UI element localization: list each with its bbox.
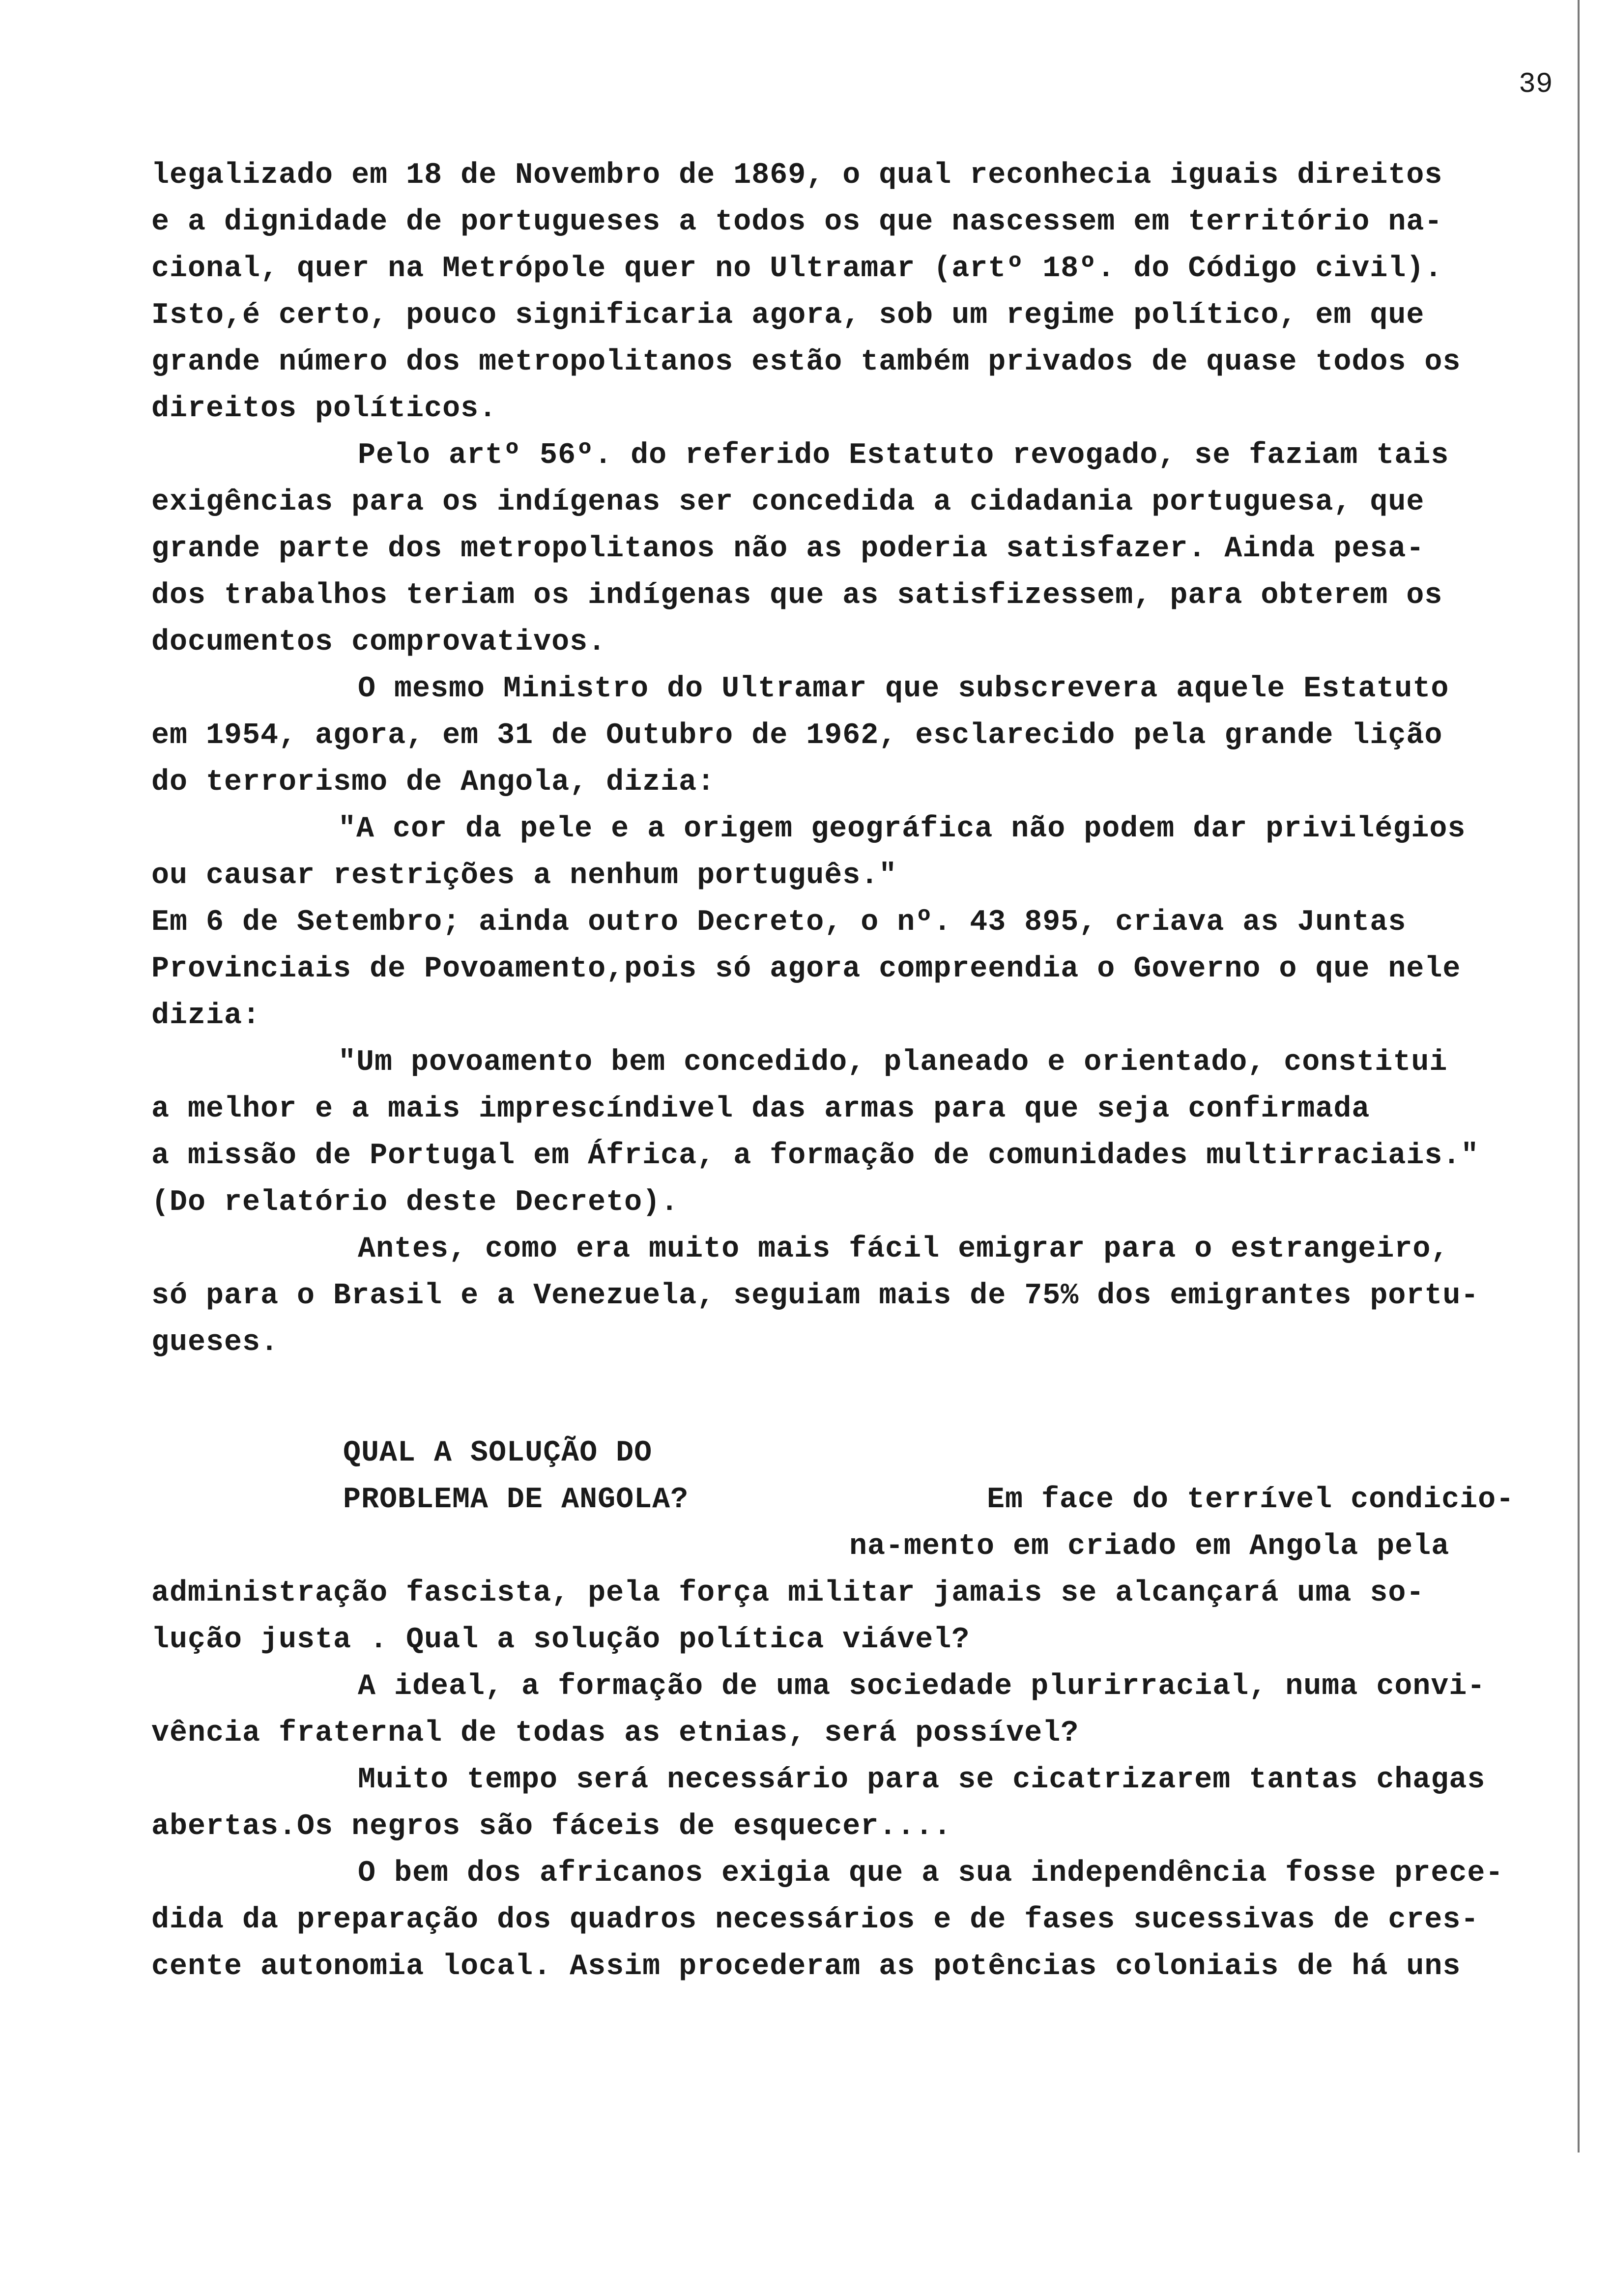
section-header-block	[151, 1430, 1582, 1523]
text-line: administração fascista, pela força militar jamais se alcançará uma so-	[151, 1577, 1425, 1610]
quote-line: a missão de Portugal em África, a formação de comunidades multirraciais."	[151, 1139, 1479, 1173]
text-line: documentos comprovativos.	[151, 626, 606, 659]
text-line: grande parte dos metropolitanos não as poderia satisfazer. Ainda pesa-	[151, 532, 1425, 566]
text-line: grande número dos metropolitanos estão também privados de quase todos os	[151, 345, 1461, 379]
text-line: na-mento em criado em Angola pela	[849, 1530, 1450, 1563]
text-line: e a dignidade de portugueses a todos os que nascessem em território na-	[151, 205, 1443, 239]
text-line: Pelo artº 56º. do referido Estatuto revogado, se faziam tais	[358, 439, 1449, 472]
text-line: A ideal, a formação de uma sociedade plurirracial, numa convi-	[358, 1670, 1486, 1703]
text-line: exigências para os indígenas ser concedida a cidadania portuguesa, que	[151, 486, 1425, 519]
spacer	[151, 1366, 1582, 1430]
text-line: Muito tempo será necessário para se cicatrizarem tantas chagas	[358, 1763, 1486, 1797]
text-line: Provinciais de Povoamento,pois só agora compreendia o Governo o que nele	[151, 952, 1461, 986]
text-line: lução justa . Qual a solução política viável?	[151, 1623, 970, 1657]
text-line: direitos políticos.	[151, 392, 497, 426]
text-line: dizia:	[151, 999, 261, 1033]
text-line: vência fraternal de todas as etnias, será possível?	[151, 1717, 1079, 1750]
page-number: 39	[1519, 69, 1553, 101]
quote-line: ou causar restrições a nenhum português."	[151, 859, 897, 892]
quote-line: (Do relatório deste Decreto).	[151, 1186, 679, 1219]
text-line: em 1954, agora, em 31 de Outubro de 1962, esclarecido pela grande lição	[151, 719, 1443, 752]
text-line: dida da preparação dos quadros necessários e de fases sucessivas de cres-	[151, 1903, 1479, 1937]
quote-line: a melhor e a mais imprescíndivel das armas para que seja confirmada	[151, 1092, 1370, 1126]
quote-line: "A cor da pele e a origem geográfica não podem dar privilégios	[338, 812, 1466, 846]
text-line: Isto,é certo, pouco significaria agora, sob um regime político, em que	[151, 299, 1425, 332]
text-line: O bem dos africanos exigia que a sua independência fosse prece-	[358, 1857, 1504, 1890]
section-heading	[343, 1430, 689, 1523]
text-line: cente autonomia local. Assim procederam as potências coloniais de há uns	[151, 1950, 1461, 1983]
text-line: Em 6 de Setembro; ainda outro Decreto, o nº. 43 895, criava as Juntas	[151, 906, 1407, 939]
text-line: legalizado em 18 de Novembro de 1869, o qual reconhecia iguais direitos	[151, 159, 1443, 192]
document-body	[151, 152, 1582, 1990]
text-line: do terrorismo de Angola, dizia:	[151, 766, 716, 799]
text-line: só para o Brasil e a Venezuela, seguiam mais de 75% dos emigrantes portu-	[151, 1279, 1479, 1313]
text-line: dos trabalhos teriam os indígenas que as satisfizessem, para obterem os	[151, 579, 1443, 612]
text-line: cional, quer na Metrópole quer no Ultramar (artº 18º. do Código civil).	[151, 252, 1443, 286]
text-line: Em face do terrível condicio-	[987, 1483, 1515, 1517]
heading-line: QUAL A SOLUÇÃO DO	[343, 1436, 653, 1470]
text-line: Antes, como era muito mais fácil emigrar para o estrangeiro,	[358, 1233, 1449, 1266]
quote-line: "Um povoamento bem concedido, planeado e orientado, constitui	[338, 1046, 1448, 1079]
text-line: gueses.	[151, 1326, 279, 1359]
heading-line: PROBLEMA DE ANGOLA?	[343, 1483, 689, 1517]
text-line: O mesmo Ministro do Ultramar que subscrevera aquele Estatuto	[358, 672, 1449, 706]
text-line: abertas.Os negros são fáceis de esquecer....	[151, 1810, 952, 1843]
